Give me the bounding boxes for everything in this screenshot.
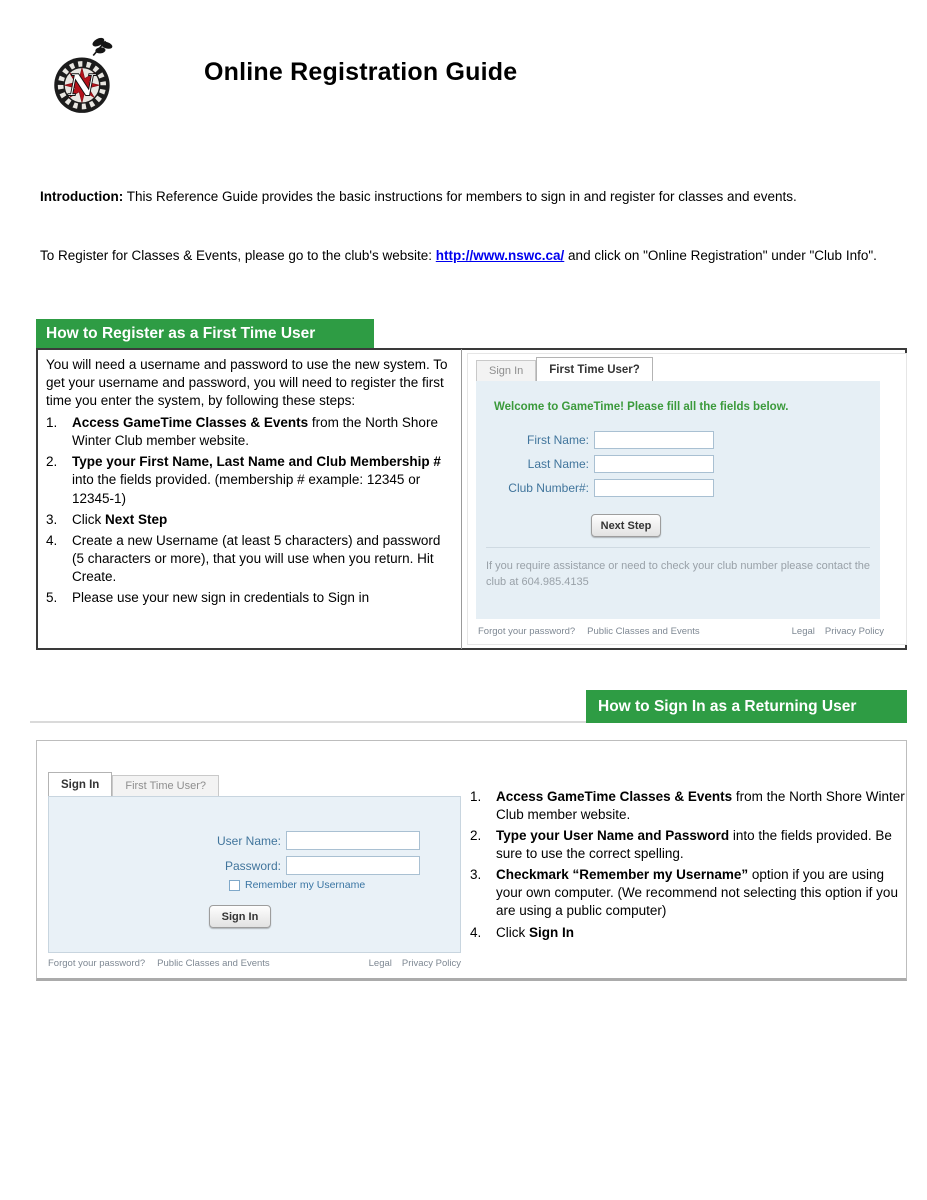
first-time-instructions <box>46 356 448 610</box>
sign-in-button[interactable]: Sign In <box>209 905 271 928</box>
last-name-input[interactable] <box>594 455 714 473</box>
step-text: Create a new Username (at least 5 characters) and password (5 characters or more), that you will use when you return. Hit Create. <box>72 532 441 584</box>
step-text: Type your User Name and Password into the fields provided. Be sure to use the correct spelling. <box>496 828 892 862</box>
remember-checkbox-label: Remember my Username <box>245 879 366 891</box>
sign-in-form-panel <box>48 796 461 953</box>
intro-paragraph <box>40 187 904 207</box>
password-input[interactable] <box>286 856 420 875</box>
step-item <box>470 924 907 942</box>
step-number: 1. <box>46 415 58 431</box>
nswc-website-link[interactable]: http://www.nswc.ca/ <box>435 248 565 263</box>
step-text: Click Next Step <box>72 511 168 527</box>
step-text: Please use your new sign in credentials to Sign in <box>72 589 370 605</box>
step-item <box>470 788 907 824</box>
register-pre-text: To Register for Classes & Events, please go to the club's website: <box>40 248 436 263</box>
form-fields <box>49 831 460 881</box>
tab-sign-in[interactable]: Sign In <box>48 772 112 797</box>
form-footer-links <box>478 626 884 637</box>
returning-instructions <box>470 788 907 945</box>
section-header-first-time-user: How to Register as a First Time User <box>36 319 374 349</box>
password-label: Password: <box>224 858 281 873</box>
step-number: 3. <box>46 511 58 527</box>
tab-first-time-user[interactable]: First Time User? <box>536 357 653 382</box>
form-footer-links <box>48 958 461 969</box>
last-name-row <box>476 455 880 473</box>
register-paragraph <box>40 245 908 267</box>
step-item <box>46 589 448 607</box>
section-header-returning-user: How to Sign In as a Returning User <box>586 690 907 723</box>
intro-label: Introduction: <box>40 189 124 204</box>
step-item <box>46 511 448 529</box>
privacy-policy-link[interactable]: Privacy Policy <box>824 626 884 637</box>
privacy-policy-link[interactable]: Privacy Policy <box>401 958 461 969</box>
step-number: 1. <box>470 789 482 804</box>
maple-leaf-icon <box>91 36 113 55</box>
form-fields <box>476 431 880 503</box>
step-text: Access GameTime Classes & Events from the North Shore Winter Club member website. <box>496 789 905 823</box>
step-item <box>46 453 448 507</box>
step-number: 2. <box>46 454 58 470</box>
club-number-row <box>476 479 880 497</box>
column-divider <box>461 349 462 649</box>
step-text: Click Sign In <box>496 924 574 940</box>
first-time-form-screenshot <box>467 353 907 645</box>
form-tabs <box>48 772 219 797</box>
tab-sign-in[interactable]: Sign In <box>476 360 536 382</box>
legal-link[interactable]: Legal <box>368 958 392 969</box>
step-item <box>46 414 448 450</box>
first-time-form-panel <box>476 381 880 619</box>
password-row <box>49 856 460 875</box>
step-number: 3. <box>470 867 482 883</box>
register-post-text: and click on "Online Registration" under "Club Info". <box>564 248 877 263</box>
remember-checkbox[interactable] <box>229 880 240 891</box>
page-title: Online Registration Guide <box>204 58 518 86</box>
sign-in-form-screenshot <box>42 772 467 972</box>
last-name-label: Last Name: <box>527 457 589 471</box>
user-name-input[interactable] <box>286 831 420 850</box>
first-time-steps-list <box>46 414 448 607</box>
tab-first-time-user[interactable]: First Time User? <box>112 775 219 797</box>
step-text: Access GameTime Classes & Events from the North Shore Winter Club member website. <box>72 415 438 449</box>
forgot-password-link[interactable]: Forgot your password? <box>48 958 146 969</box>
legal-link[interactable]: Legal <box>791 626 815 637</box>
step-number: 2. <box>470 828 482 844</box>
step-number: 4. <box>470 924 482 940</box>
welcome-message: Welcome to GameTime! Please fill all the fields below. <box>494 401 789 413</box>
user-name-label: User Name: <box>216 833 281 848</box>
remember-username-row <box>229 879 365 891</box>
club-number-input[interactable] <box>594 479 714 497</box>
svg-text:N: N <box>68 68 96 104</box>
step-number: 4. <box>46 532 58 548</box>
returning-steps-list <box>470 788 907 942</box>
user-name-row <box>49 831 460 850</box>
forgot-password-link[interactable]: Forgot your password? <box>478 626 576 637</box>
step-text: Checkmark “Remember my Username” option if you are using your own computer. (We recommend not selecting this option if you are using a public computer) <box>496 867 898 919</box>
club-number-label: Club Number#: <box>508 481 589 495</box>
section-divider-rule <box>30 721 586 723</box>
first-name-row <box>476 431 880 449</box>
first-time-intro-text: You will need a username and password to use the new system. To get your username and password, you will need to register the first time you enter the system, by following these steps: <box>46 357 448 409</box>
first-name-label: First Name: <box>526 433 589 447</box>
step-text: Type your First Name, Last Name and Club Membership # into the fields provided. (membership # example: 12345 or 12345-1) <box>72 454 441 506</box>
public-classes-link[interactable]: Public Classes and Events <box>587 626 700 637</box>
assistance-text: If you require assistance or need to check your club number please contact the club at 604.985.4135 <box>486 560 870 588</box>
form-tabs <box>476 357 653 382</box>
public-classes-link[interactable]: Public Classes and Events <box>157 958 270 969</box>
step-item <box>46 532 448 586</box>
first-name-input[interactable] <box>594 431 714 449</box>
panel-divider <box>486 547 870 548</box>
next-step-button[interactable]: Next Step <box>591 514 661 537</box>
step-item <box>470 866 907 920</box>
step-number: 5. <box>46 589 58 605</box>
intro-text: This Reference Guide provides the basic instructions for members to sign in and register for classes and events. <box>123 189 797 204</box>
club-compass-logo <box>52 36 116 116</box>
step-item <box>470 827 907 863</box>
